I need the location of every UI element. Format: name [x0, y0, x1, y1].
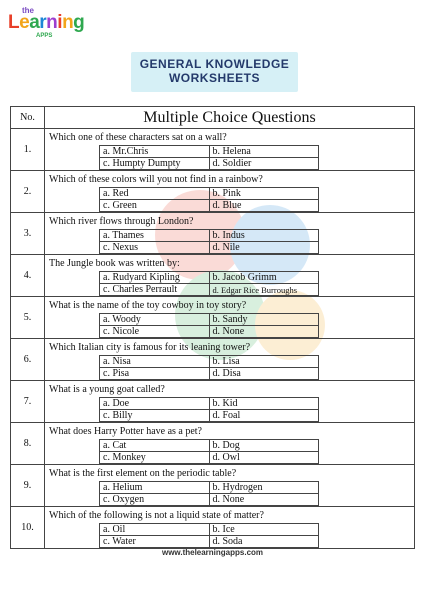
- option-a: a. Helium: [100, 482, 210, 494]
- question-number: 10.: [11, 507, 45, 549]
- table-row: [11, 381, 415, 423]
- question-text: Which one of these characters sat on a wall?: [49, 132, 227, 143]
- option-b: b. Indus: [209, 230, 319, 242]
- option-d: d. Owl: [209, 452, 319, 464]
- option-c: c. Nexus: [100, 242, 210, 254]
- question-cell: [45, 129, 415, 171]
- option-a: a. Cat: [100, 440, 210, 452]
- table-row: [11, 255, 415, 297]
- option-d: d. Soldier: [209, 158, 319, 170]
- option-c: c. Humpty Dumpty: [100, 158, 210, 170]
- option-d: d. Disa: [209, 368, 319, 380]
- options-grid: [99, 397, 319, 422]
- option-d: d. Nile: [209, 242, 319, 254]
- option-a: a. Doe: [100, 398, 210, 410]
- question-text: Which of these colors will you not find in a rainbow?: [49, 174, 263, 185]
- option-c: c. Water: [100, 536, 210, 548]
- question-text: Which Italian city is famous for its leaning tower?: [49, 342, 251, 353]
- option-d: d. None: [209, 326, 319, 338]
- question-cell: [45, 507, 415, 549]
- options-grid: [99, 271, 319, 296]
- question-cell: [45, 171, 415, 213]
- question-number: 9.: [11, 465, 45, 507]
- questions-table: [10, 106, 415, 549]
- option-b: b. Ice: [209, 524, 319, 536]
- question-number: 2.: [11, 171, 45, 213]
- footer-url: www.thelearningapps.com: [161, 548, 264, 557]
- option-a: a. Mr.Chris: [100, 146, 210, 158]
- question-number: 8.: [11, 423, 45, 465]
- question-number: 6.: [11, 339, 45, 381]
- question-number: 1.: [11, 129, 45, 171]
- option-a: a. Red: [100, 188, 210, 200]
- header-title: Multiple Choice Questions: [45, 107, 415, 129]
- option-b: b. Jacob Grimm: [209, 272, 319, 284]
- question-cell: [45, 297, 415, 339]
- options-grid: [99, 439, 319, 464]
- options-grid: [99, 145, 319, 170]
- option-c: c. Oxygen: [100, 494, 210, 506]
- table-row: [11, 297, 415, 339]
- question-cell: [45, 465, 415, 507]
- option-c: c. Pisa: [100, 368, 210, 380]
- header-no: No.: [11, 107, 45, 129]
- question-number: 4.: [11, 255, 45, 297]
- options-grid: [99, 313, 319, 338]
- question-cell: [45, 255, 415, 297]
- option-d: d. Blue: [209, 200, 319, 212]
- option-b: b. Dog: [209, 440, 319, 452]
- option-b: b. Sandy: [209, 314, 319, 326]
- option-b: b. Lisa: [209, 356, 319, 368]
- option-a: a. Nisa: [100, 356, 210, 368]
- question-text: What is a young goat called?: [49, 384, 165, 395]
- question-text: What is the name of the toy cowboy in toy story?: [49, 300, 247, 311]
- option-b: b. Helena: [209, 146, 319, 158]
- option-a: a. Thames: [100, 230, 210, 242]
- question-text: Which river flows through London?: [49, 216, 194, 227]
- option-b: b. Hydrogen: [209, 482, 319, 494]
- option-a: a. Rudyard Kipling: [100, 272, 210, 284]
- option-c: c. Charles Perrault: [100, 284, 210, 296]
- table-row: [11, 465, 415, 507]
- option-a: a. Oil: [100, 524, 210, 536]
- question-number: 3.: [11, 213, 45, 255]
- question-cell: [45, 381, 415, 423]
- options-grid: [99, 355, 319, 380]
- option-b: b. Kid: [209, 398, 319, 410]
- table-row: [11, 129, 415, 171]
- option-d: d. Soda: [209, 536, 319, 548]
- question-text: The Jungle book was written by:: [49, 258, 180, 269]
- worksheet-banner: [131, 52, 298, 92]
- logo-main-text: Learning: [8, 12, 85, 33]
- table-row: [11, 507, 415, 549]
- question-number: 7.: [11, 381, 45, 423]
- option-c: c. Monkey: [100, 452, 210, 464]
- option-d: d. Foal: [209, 410, 319, 422]
- table-row: [11, 423, 415, 465]
- option-c: c. Billy: [100, 410, 210, 422]
- table-row: [11, 213, 415, 255]
- options-grid: [99, 187, 319, 212]
- table-row: [11, 339, 415, 381]
- option-c: c. Nicole: [100, 326, 210, 338]
- option-d: d. None: [209, 494, 319, 506]
- logo-top-text: the: [22, 6, 34, 15]
- options-grid: [99, 229, 319, 254]
- option-b: b. Pink: [209, 188, 319, 200]
- question-text: What is the first element on the periodic table?: [49, 468, 237, 479]
- banner-line-2: WORKSHEETS: [168, 71, 260, 85]
- question-cell: [45, 339, 415, 381]
- question-text: Which of the following is not a liquid state of matter?: [49, 510, 264, 521]
- question-number: 5.: [11, 297, 45, 339]
- option-d: d. Edgar Rice Burroughs: [209, 284, 319, 296]
- option-a: a. Woody: [100, 314, 210, 326]
- table-header-row: [11, 107, 415, 129]
- brand-logo: [8, 6, 85, 42]
- options-grid: [99, 523, 319, 548]
- question-cell: [45, 423, 415, 465]
- question-cell: [45, 213, 415, 255]
- banner-line-1: GENERAL KNOWLEDGE: [139, 57, 290, 71]
- option-c: c. Green: [100, 200, 210, 212]
- options-grid: [99, 481, 319, 506]
- logo-sub-text: APPS: [36, 33, 53, 39]
- table-row: [11, 171, 415, 213]
- question-text: What does Harry Potter have as a pet?: [49, 426, 202, 437]
